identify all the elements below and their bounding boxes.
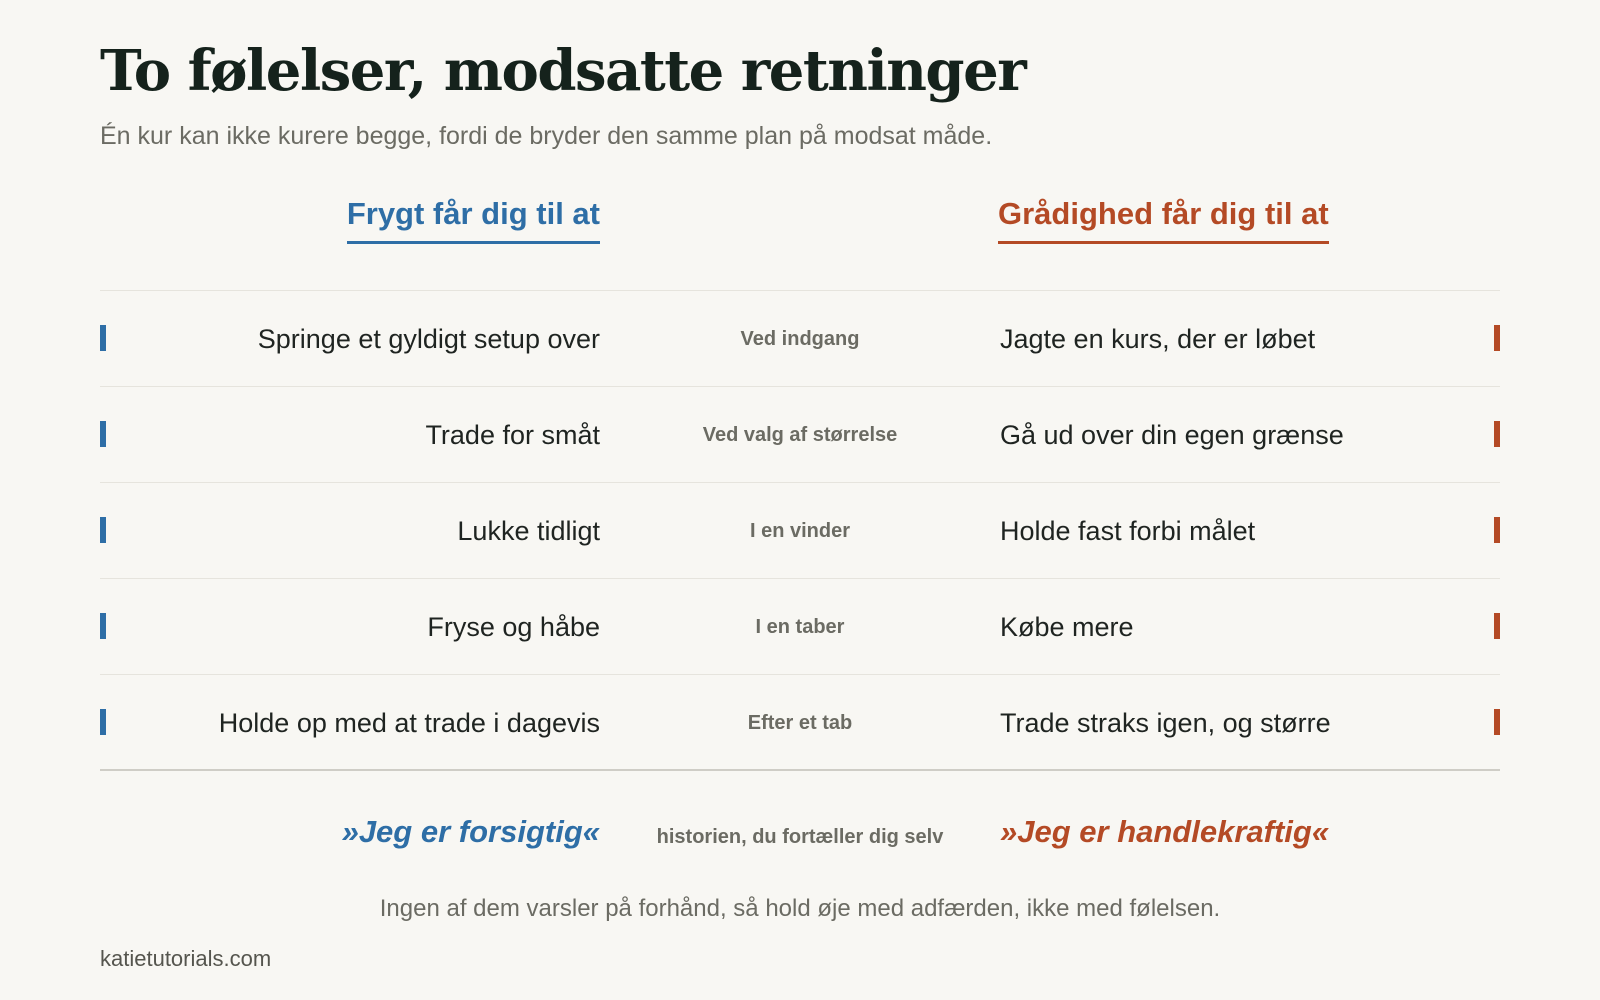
greed-marker: [1494, 709, 1500, 735]
comparison-table: [100, 290, 1500, 771]
fear-marker: [100, 517, 106, 543]
greed-behavior: Holde fast forbi målet: [1000, 515, 1256, 546]
moment-label: I en taber: [755, 615, 845, 638]
fear-behavior: Trade for småt: [425, 419, 600, 450]
comparison-row: [100, 387, 1500, 483]
fear-column-header: Frygt får dig til at: [347, 196, 600, 244]
comparison-row: [100, 675, 1500, 771]
greed-column-header: Grådighed får dig til at: [998, 196, 1329, 244]
greed-behavior: Købe mere: [1000, 611, 1134, 642]
comparison-row: [100, 579, 1500, 675]
fear-marker: [100, 709, 106, 735]
fear-behavior: Springe et gyldigt setup over: [257, 323, 600, 354]
moment-label: Efter et tab: [747, 711, 853, 734]
page-subtitle: Én kur kan ikke kurere begge, fordi de bryder den samme plan på modsat måde.: [100, 122, 993, 150]
story-label: historien, du fortæller dig selv: [656, 826, 944, 848]
fear-story: »Jeg er forsigtig«: [341, 814, 600, 849]
footnote: Ingen af dem varsler på forhånd, så hold øje med adfærden, ikke med følelsen.: [379, 895, 1221, 922]
greed-behavior: Jagte en kurs, der er løbet: [1000, 323, 1316, 354]
comparison-row: [100, 483, 1500, 579]
fear-behavior: Holde op med at trade i dagevis: [218, 707, 600, 738]
fear-behavior: Fryse og håbe: [427, 611, 600, 642]
greed-story: »Jeg er handlekraftig«: [1000, 814, 1330, 849]
fear-marker: [100, 325, 106, 351]
moment-label: I en vinder: [749, 519, 851, 542]
greed-marker: [1494, 325, 1500, 351]
moment-label: Ved valg af størrelse: [702, 423, 898, 446]
fear-behavior: Lukke tidligt: [457, 515, 600, 546]
greed-marker: [1494, 613, 1500, 639]
greed-behavior: Trade straks igen, og større: [1000, 707, 1331, 738]
greed-marker: [1494, 517, 1500, 543]
moment-label: Ved indgang: [740, 327, 860, 350]
greed-marker: [1494, 421, 1500, 447]
fear-marker: [100, 421, 106, 447]
comparison-row: [100, 291, 1500, 387]
source-credit: katietutorials.com: [100, 946, 272, 971]
fear-marker: [100, 613, 106, 639]
page-title: To følelser, modsatte retninger: [100, 38, 1026, 104]
greed-behavior: Gå ud over din egen grænse: [1000, 419, 1344, 450]
